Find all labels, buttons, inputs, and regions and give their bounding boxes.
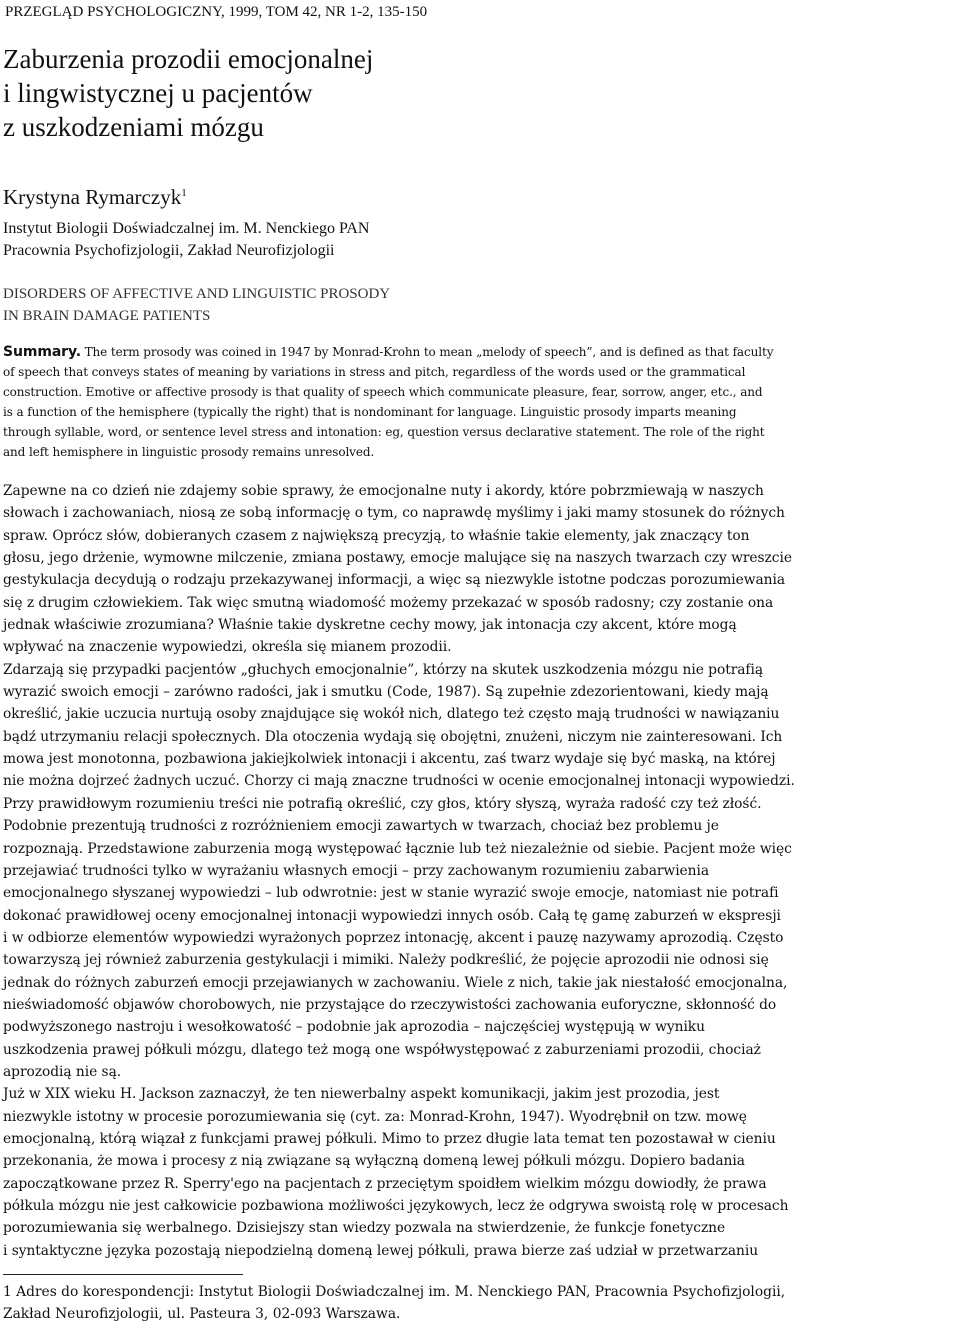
summary-line: through syllable, word, or sentence level stress and intonation: eg, question versus declarative statement. The role of the right (3, 425, 765, 439)
footnote-divider (3, 1274, 243, 1275)
body-line: jednak właściwie zrozumiana? Właśnie takie dyskretne cechy mowy, jak intonacja czy akcent, które mogą (3, 617, 737, 634)
footnote-marker: 1 (181, 187, 187, 199)
title-line: Zaburzenia prozodii emocjonalnej (3, 44, 374, 74)
english-title-line: DISORDERS OF AFFECTIVE AND LINGUISTIC PROSODY (3, 286, 391, 302)
summary-line: of speech that conveys states of meaning by variations in stress and pitch, regardless of the words used or the grammatical (3, 365, 746, 379)
english-title-line: IN BRAIN DAMAGE PATIENTS (3, 308, 211, 324)
body-line: jednak do różnych zaburzeń emocji przejawianych w zachowaniu. Wiele z nich, takie jak niestałość emocjonalna, (3, 974, 788, 991)
body-line: emocjonalną, którą wiązał z funkcjami prawej półkuli. Mimo to przez długie lata temat ten pozostawał w cieniu (3, 1130, 776, 1147)
english-title (3, 283, 390, 327)
body-line: głosu, jego drżenie, wymowne milczenie, zmiana postawy, emocje malujące się na naszych twarzach czy wreszcie (3, 550, 792, 567)
author-name: Krystyna Rymarczyk (3, 185, 182, 209)
title-line: z uszkodzeniami mózgu (3, 112, 264, 142)
body-line: wpływać na znaczenie wypowiedzi, określa się mianem prozodii. (3, 639, 452, 656)
body-line: aprozodią nie są. (3, 1063, 122, 1080)
body-line: emocjonalnego słyszanej wypowiedzi – lub odwrotnie: jest w stanie wyrazić swoje emocje, natomiast nie potrafi (3, 885, 779, 902)
title-line: i lingwistycznej u pacjentów (3, 78, 313, 108)
body-line: rozpoznają. Przedstawione zaburzenia mogą występować łącznie lub też niezależnie od siebie. Pacjent może więc (3, 840, 792, 857)
body-line: półkula mózgu nie jest całkowicie pozbawiona możliwości językowych, lecz że odgrywa swoistą rolę w procesach (3, 1198, 789, 1214)
footnote-line: 1 Adres do korespondencji: Instytut Biologii Doświadczalnej im. M. Nenckiego PAN, Pracownia Psychofizjologii, (3, 1284, 786, 1300)
body-line: towarzyszą jej również zaburzenia gestykulacji i mimiki. Należy podkreślić, że pojęcie aprozodii nie odnosi się (3, 952, 769, 969)
body-line: uszkodzenia prawej półkuli mózgu, dlatego też mogą one współwystępować z zaburzeniami prozodii, chociaż (3, 1041, 761, 1058)
body-line: niezwykle istotny w procesie porozumiewania się (cyt. za: Monrad-Krohn, 1947). Wyodrębnił on tzw. mowę (3, 1108, 747, 1125)
affiliation-line: Instytut Biologii Doświadczalnej im. M. Nenckiego PAN (3, 220, 370, 237)
affiliation-line: Pracownia Psychofizjologii, Zakład Neurofizjologii (3, 242, 335, 259)
body-line: przejawiać trudności tylko w wyrażaniu własnych emocji – przy zachowanym rozumieniu zabarwienia (3, 862, 710, 879)
body-line: zapoczątkowane przez R. Sperry'ego na pacjentach z przeciętym spoidłem wielkim mózgu dowiodły, że prawa (3, 1175, 767, 1192)
body-line: i syntaktyczne języka pozostają niepodzielną domeną lewej półkuli, prawa bierze zaś udział w przetwarzaniu (3, 1242, 759, 1259)
body-line: słowach i zachowaniach, niosą ze sobą informację o tym, co naprawdę myślimy i jaki mamy stosunek do różnych (3, 505, 785, 522)
summary-line: construction. Emotive or affective prosody is that quality of speech which communicate pleasure, fear, sorrow, anger, etc., and (3, 385, 763, 399)
summary-line: is a function of the hemisphere (typically the right) that is nondominant for language. Linguistic prosody imparts meaning (3, 405, 737, 419)
summary-text: The term prosody was coined in 1947 by Monrad-Krohn to mean „melody of speech”, and is defined as that faculty (80, 345, 774, 359)
summary-line (3, 342, 958, 362)
summary-abstract (3, 342, 958, 462)
footnote-line: Zakład Neurofizjologii, ul. Pasteura 3, 02-093 Warszawa. (3, 1306, 401, 1322)
body-line: dokonać prawidłowej oceny emocjonalnej intonacji wypowiedzi innych osób. Całą tę gamę zaburzeń w ekspresji (3, 907, 781, 924)
body-line: przekonania, że mowa i procesy z nią związane są wyłączną domeną lewej półkuli mózgu. Dopiero badania (3, 1153, 745, 1170)
summary-line: and left hemisphere in linguistic prosody remains unresolved. (3, 445, 375, 459)
body-line: spraw. Oprócz słów, dobieranych czasem z największą precyzją, to właśnie takie elementy, jak znaczący ton (3, 527, 750, 544)
footnote (3, 1281, 958, 1325)
body-line: Zdarzają się przypadki pacjentów „głuchych emocjonalnie”, którzy na skutek uszkodzenia mózgu nie potrafią (3, 661, 764, 678)
body-line: gestykulacja decydują o rodzaju przekazywanej informacji, a więc są niezwykle istotne podczas porozumiewania (3, 572, 786, 589)
body-line: Przy prawidłowym rozumieniu treści nie potrafią określić, czy głos, który słyszą, wyraża radość czy też złość. (3, 795, 762, 812)
body-line: nie można dojrzeć żadnych uczuć. Chorzy ci mają znaczne trudności w ocenie emocjonalnej intonacji wypowiedzi. (3, 773, 795, 790)
body-line: nieświadomość objawów chorobowych, nie przystające do rzeczywistości zachowania euforyczne, skłonność do (3, 996, 777, 1013)
body-line: porozumiewania się werbalnego. Dzisiejszy stan wiedzy pozwala na stwierdzenie, że funkcje fonetyczne (3, 1220, 726, 1237)
article-title (3, 42, 373, 144)
journal-header: PRZEGLĄD PSYCHOLOGICZNY, 1999, TOM 42, NR 1-2, 135-150 (5, 4, 428, 20)
body-line: mowa jest monotonna, pozbawiona jakiejkolwiek intonacji i akcentu, zaś twarz wydaje się być maską, na której (3, 751, 776, 768)
body-line: bądź utrzymaniu relacji społecznych. Dla otoczenia wydają się obojętni, znużeni, niczym nie zainteresowani. Ich (3, 728, 783, 745)
affiliation (3, 218, 369, 262)
body-line: wyrazić swoich emocji – zarówno radości, jak i smutku (Code, 1987). Są zupełnie zdezorientowani, kiedy mają (3, 684, 769, 701)
body-line: się z drugim człowiekiem. Tak więc smutną wiadomość możemy przekazać w sposób radosny; czy zostanie ona (3, 594, 774, 611)
body-line: określić, jakie uczucia nurtują osoby znajdujące się wokół nich, dlatego też często mają trudności w nawiązaniu (3, 706, 780, 723)
author (3, 185, 187, 209)
body-line: Już w XIX wieku H. Jackson zaznaczył, że ten niewerbalny aspekt komunikacji, jakim jest prozodia, jest (3, 1086, 720, 1103)
body-line: i w odbiorze elementów wypowiedzi wyrażonych poprzez intonację, akcent i pauzę nazywamy aprozodią. Często (3, 929, 784, 946)
summary-label: Summary. (3, 344, 81, 360)
body-line: podwyższonego nastroju i wesołkowatość – podobnie jak aprozodia – najczęściej występują w wyniku (3, 1019, 705, 1036)
body-line: Podobnie prezentują trudności z rozróżnieniem emocji zawartych w twarzach, chociaż bez problemu je (3, 818, 719, 835)
body-line: Zapewne na co dzień nie zdajemy sobie sprawy, że emocjonalne nuty i akordy, które pobrzmiewają w naszych (3, 483, 764, 499)
body-text (3, 480, 958, 1262)
